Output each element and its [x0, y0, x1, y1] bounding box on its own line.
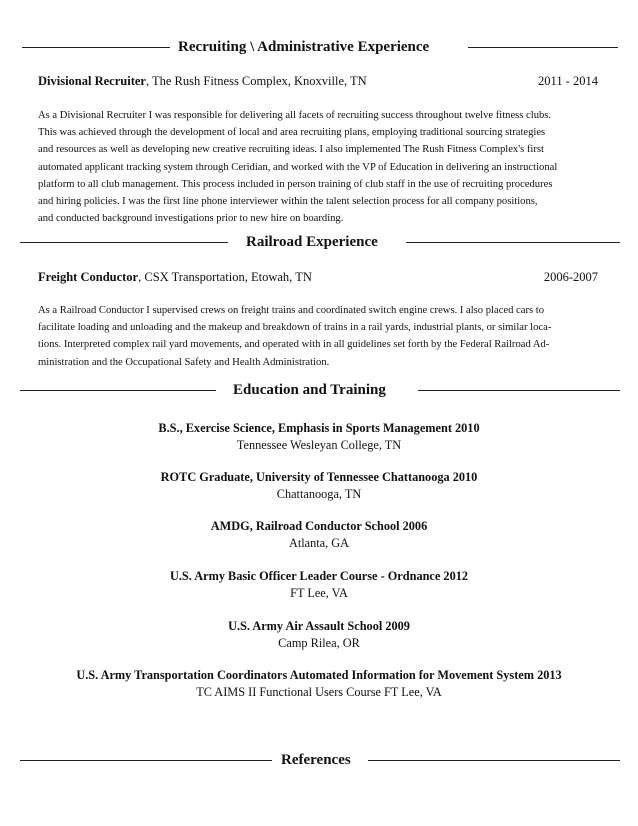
section-title-recruiting: Recruiting \ Administrative Experience [178, 39, 430, 55]
education-entry [0, 618, 638, 652]
section-title-references: References [281, 752, 351, 768]
education-entry [0, 568, 638, 602]
job-dates: 2011 - 2014 [538, 74, 598, 88]
description-line: This was achieved through the development of local and area recruiting plans, employing traditional sourcing strategies [38, 127, 546, 139]
description-line: facilitate loading and unloading and the makeup and breakdown of trains in a rail yards, industrial plants, or similar loca- [38, 322, 552, 334]
divider-right [468, 47, 618, 48]
section-header-education [0, 380, 638, 400]
job-role: Freight Conductor [38, 270, 139, 284]
job-role: Divisional Recruiter [38, 74, 146, 88]
description-line: and resources as well as developing new creative recruiting ideas. I also implemented The Rush Fitness Complex's first [38, 144, 544, 156]
education-entry [0, 469, 638, 503]
job-employer: , CSX Transportation, Etowah, TN [138, 270, 312, 284]
description-line: As a Divisional Recruiter I was responsible for delivering all facets of recruiting success throughout twelve fitness clubs. [38, 110, 552, 121]
divider-right [368, 760, 620, 761]
description-line: ministration and the Occupational Safety and Health Administration. [38, 356, 330, 368]
education-degree: ROTC Graduate, University of Tennessee Chattanooga 2010 [160, 470, 478, 484]
education-degree: U.S. Army Basic Officer Leader Course - Ordnance 2012 [169, 569, 469, 583]
section-header-railroad [0, 232, 638, 252]
education-place: Atlanta, GA [288, 536, 350, 550]
education-degree: AMDG, Railroad Conductor School 2006 [210, 519, 428, 533]
divider-right [418, 390, 620, 391]
education-place: Tennessee Wesleyan College, TN [236, 438, 402, 452]
divider-left [20, 242, 228, 243]
divider-right [406, 242, 620, 243]
description-line: and hiring policies. I was the first line phone interviewer within the talent selection process for all company positions, [38, 196, 538, 208]
description-line: platform to all club management. This process included in person training of club staff in the use of recruiting procedures [38, 178, 553, 190]
section-title-railroad: Railroad Experience [246, 234, 378, 250]
education-entry [0, 420, 638, 454]
job-employer: , The Rush Fitness Complex, Knoxville, TN [145, 74, 367, 88]
description-line: As a Railroad Conductor I supervised crews on freight trains and coordinated switch engine crews. I also placed cars to [38, 305, 544, 316]
divider-left [20, 760, 272, 761]
education-place: Chattanooga, TN [276, 487, 362, 501]
education-entry [0, 518, 638, 552]
education-entry [0, 667, 638, 701]
description-line: and conducted background investigations prior to new hire on boarding. [38, 213, 344, 225]
section-header-references [0, 750, 638, 770]
job-dates: 2006-2007 [543, 270, 598, 284]
education-place: Camp Rilea, OR [278, 636, 360, 650]
description-line: automated applicant tracking system through Ceridian, and worked with the VP of Education in delivering an instructional [38, 161, 558, 173]
education-place: TC AIMS II Functional Users Course FT Lee, VA [196, 685, 442, 699]
job-description-recruiter [38, 107, 604, 227]
education-degree: B.S., Exercise Science, Emphasis in Sports Management 2010 [158, 421, 480, 435]
section-title-education: Education and Training [233, 382, 386, 398]
description-line: tions. Interpreted complex rail yard movements, and operated with in all guidelines set forth by the Federal Railroad Ad- [38, 339, 550, 351]
job-description-conductor [38, 302, 604, 371]
job-heading-recruiter [38, 73, 598, 89]
section-header-recruiting [0, 37, 638, 57]
divider-left [22, 47, 170, 48]
education-degree: U.S. Army Transportation Coordinators Automated Information for Movement System 2013 [76, 668, 562, 682]
education-place: FT Lee, VA [290, 586, 348, 600]
education-degree: U.S. Army Air Assault School 2009 [228, 619, 410, 633]
divider-left [20, 390, 216, 391]
job-heading-conductor [38, 269, 598, 285]
